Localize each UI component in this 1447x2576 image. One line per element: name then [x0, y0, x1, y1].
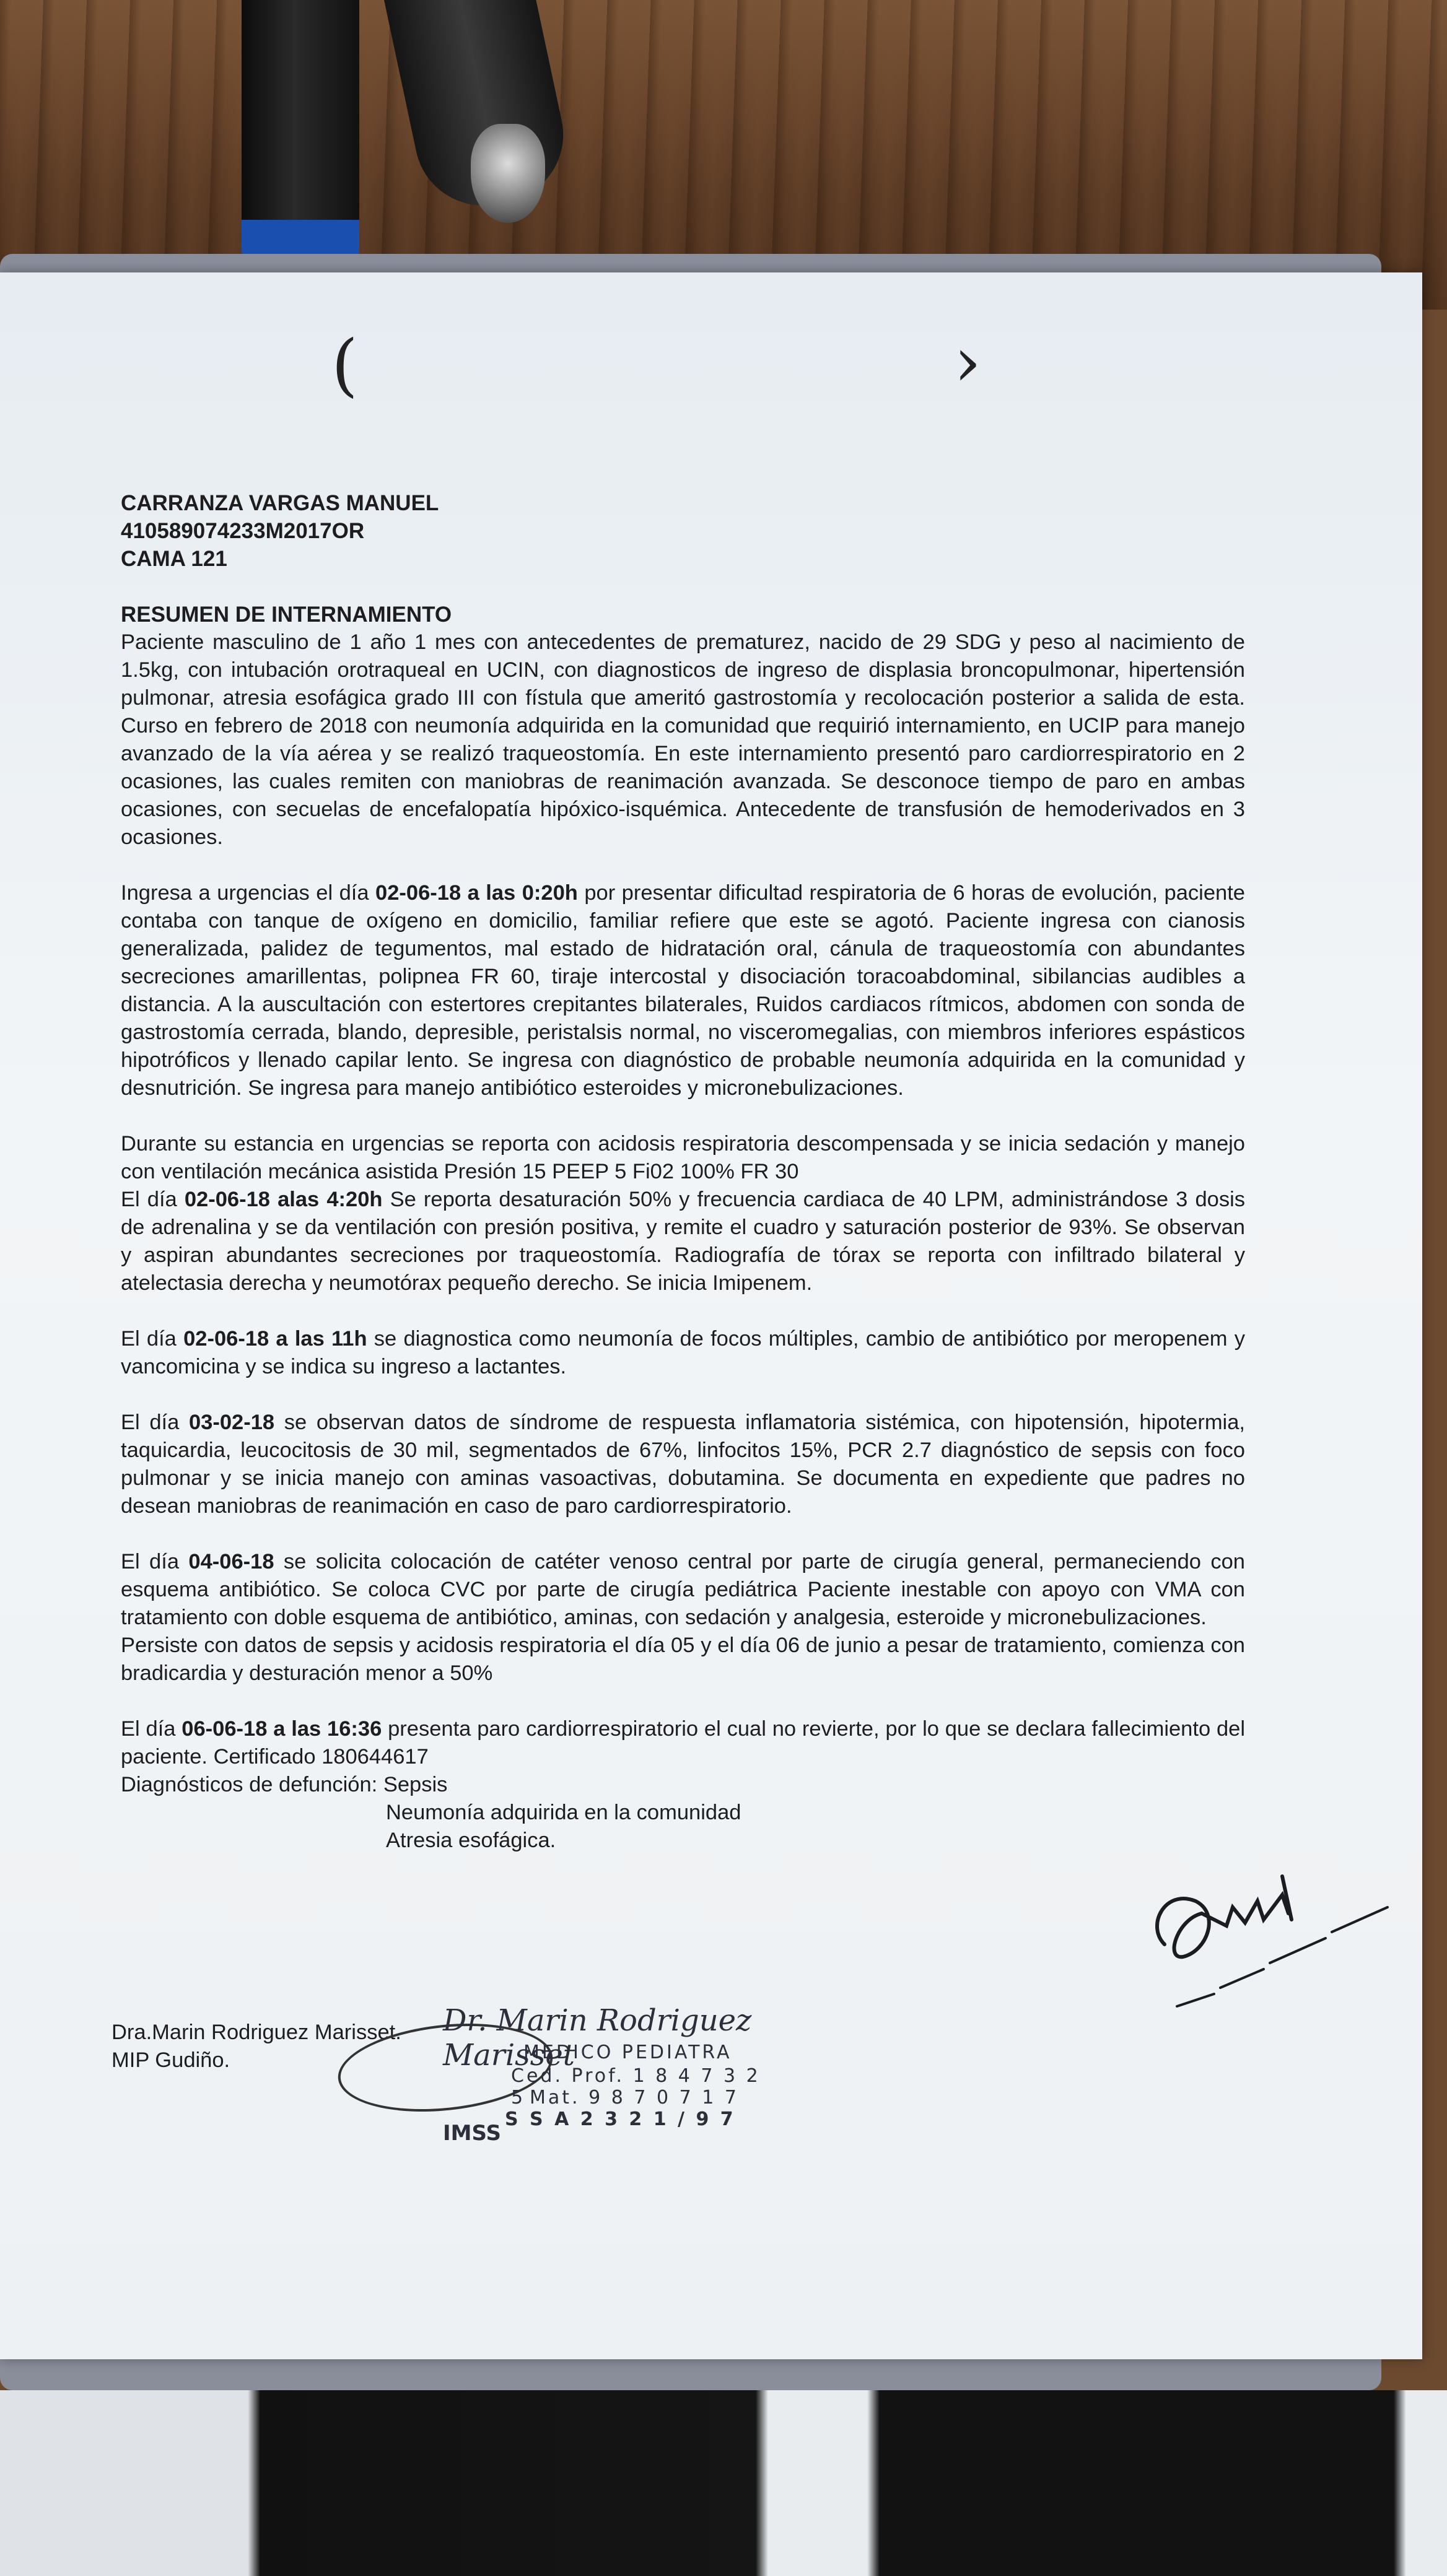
doctor-name: Dra.Marin Rodriguez Marisset.	[111, 2021, 401, 2044]
pen-body	[242, 0, 359, 248]
paragraph-admission: Ingresa a urgencias el día 02-06-18 a las 0:20h por presentar dificultad respiratoria de 6 horas de evolución, paciente contaba con tanque de oxígeno en domicilio, familiar refiere que este se agotó. Paciente ingresa con cianosis generalizada, palidez de tegumentos, mal estado de hidratación oral, cánula de traqueostomía con abundantes secreciones amarillentas, polipnea FR 60, tiraje intercostal y disociación toracoabdominal, sibilancias audibles a distancia. A la auscultación con estertores crepitantes bilaterales, Ruidos cardiacos rítmicos, abdomen con sonda de gastrostomía cerrada, blando, depresible, peristalsis normal, no visceromegalias, con miembros inferiores espásticos hipotróficos y llenado capilar lento. Se ingresa con diagnóstico de probable neumonía adquirida en la comunidad y desnutrición. Se ingresa para manejo antibiótico esteroides y micronebulizaciones.	[121, 881, 1245, 1100]
punch-hole-mark-left: (	[331, 325, 358, 404]
pen-tip	[471, 124, 545, 223]
stamp-ssa: S S A 2 3 2 1 / 9 7	[505, 2108, 736, 2130]
paragraph-death: El día 06-06-18 a las 16:36 presenta paro cardiorrespiratorio el cual no revierte, por lo que se declara fallecimiento del paciente. Certificado 180644617	[121, 1717, 1246, 1769]
stamp-title: MEDICO PEDIATRA	[523, 2042, 732, 2063]
intern-name: MIP Gudiño.	[111, 2048, 230, 2072]
paragraph-emergency: Durante su estancia en urgencias se reporta con acidosis respiratoria descompensada y se inicia sedación y manejo con ventilación mecánica asistida Presión 15 PEEP 5 Fi02 100% FR 30 El día 02-06-18 alas 4:20h Se reporta desaturación 50% y frecuencia cardiaca de 40 LPM, administrándose 3 dosis de adrenalina y se da ventilación con presión positiva, y remite el cuadro y saturación posterior de 93%. Se observan y aspiran abundantes secreciones por traqueostomía. Radiografía de tórax se reporta con infiltrado bilateral y atelectasia derecha y neumotórax pequeño derecho. Se inicia Imipenem.	[121, 1132, 1246, 1295]
section-title: RESUMEN DE INTERNAMIENTO	[121, 603, 452, 627]
death-diagnosis-item: Neumonía adquirida en la comunidad	[386, 1801, 741, 1824]
patient-id: 410589074233M2017OR	[121, 519, 365, 543]
handwritten-signature-right	[1140, 1852, 1412, 2050]
paragraph-cvc: El día 04-06-18 se solicita colocación de catéter venoso central por parte de cirugía general, permaneciendo con esquema antibiótico. Se coloca CVC por parte de cirugía pediátrica Paciente inestable con apoyo con VMA con tratamiento con doble esquema de antibiótico, aminas, con sedación y analgesia, esteroide y micronebulizaciones. Persiste con datos de sepsis y acidosis respiratoria el día 05 y el día 06 de junio a pesar de tratamiento, comienza con bradicardia y desturación menor a 50%	[121, 1550, 1245, 1685]
doctor-stamp	[344, 2003, 771, 2152]
stamp-cedula: Ced. Prof. 1 8 4 7 3 2 5	[511, 2065, 761, 2108]
paragraph-history: Paciente masculino de 1 año 1 mes con antecedentes de prematurez, nacido de 29 SDG y peso al nacimiento de 1.5kg, con intubación orotraqueal en UCIN, con diagnosticos de ingreso de displasia broncopulmonar, hipertensión pulmonar, atresia esofágica grado III con fístula que ameritó gastrostomía y recolocación posterior a salida de esta. Curso en febrero de 2018 con neumonía adquirida en la comunidad que requirió internamiento, en UCIP para manejo avanzado de la vía aérea y se realizó traqueostomía. En este internamiento presentó paro cardiorrespiratorio en 2 ocasiones, las cuales remiten con maniobras de reanimación avanzada. Se desconoce tiempo de paro en ambas ocasiones, con secuelas de encefalopatía hipóxico-isquémica. Antecedente de transfusión de hemoderivados en 3 ocasiones.	[121, 630, 1245, 849]
patient-name: CARRANZA VARGAS MANUEL	[121, 491, 439, 515]
background-bottom	[0, 2390, 1447, 2576]
death-diagnosis-item: Atresia esofágica.	[386, 1829, 556, 1852]
punch-hole-mark-right: ›	[954, 322, 981, 401]
paragraph-diagnosis-0206: El día 02-06-18 a las 11h se diagnostica como neumonía de focos múltiples, cambio de antibiótico por meropenem y vancomicina y se indica su ingreso a lactantes.	[121, 1327, 1245, 1378]
stamp-name: Dr. Marin Rodriguez Marisset	[443, 2003, 752, 2073]
document-body	[121, 489, 1245, 1855]
paragraph-sirs: El día 03-02-18 se observan datos de síndrome de respuesta inflamatoria sistémica, con hipotensión, hipotermia, taquicardia, leucocitosis de 30 mil, segmentados de 67%, linfocitos 15%, PCR 2.7 diagnóstico de sepsis con foco pulmonar y se inicia manejo con aminas vasoactivas, dobutamina. Se documenta en expediente que padres no desean maniobras de reanimación en caso de paro cardiorrespiratorio.	[121, 1411, 1245, 1518]
stamp-matricula: Mat. 9 8 7 0 7 1 7	[530, 2087, 739, 2108]
death-diagnosis-label: Diagnósticos de defunción: Sepsis	[121, 1773, 448, 1796]
stamp-imss-logo: IMSS	[443, 2121, 501, 2146]
patient-bed: CAMA 121	[121, 547, 227, 571]
